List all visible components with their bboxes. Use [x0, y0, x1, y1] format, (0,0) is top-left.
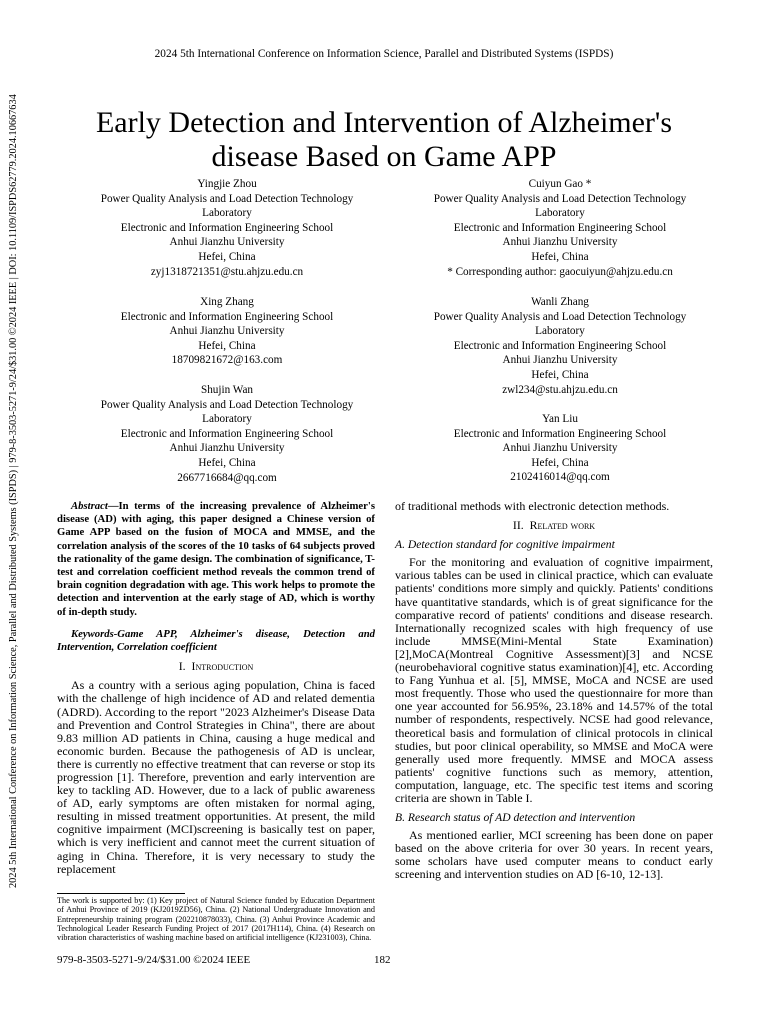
- author-name: Yan Liu: [542, 413, 578, 425]
- author-block-6: [390, 412, 730, 485]
- section-title: Introduction: [191, 659, 254, 674]
- copyright-line: 979-8-3503-5271-9/24/$31.00 ©2024 IEEE: [57, 954, 251, 966]
- abstract-text: —In terms of the increasing prevalence of Alzheimer's disease (AD) with aging, this paper designed a Chinese version of Game APP based on the fusion of MOCA and MMSE, and the correlation analysis of the scores of the 10 tasks of 64 subjects proved the rationality of the game design. The combination of significance, T-test and correlation coefficient method reveals the common trend of brain cognition degradation with age. This work helps to promote the detection and intervention at the early stage of AD, which is worthy of in-depth study.: [57, 500, 375, 618]
- subsection-heading-a: A. Detection standard for cognitive impairment: [395, 538, 615, 552]
- right-column: [395, 500, 713, 882]
- author-email: * Corresponding author: gaocuiyun@ahjzu.edu.cn: [447, 265, 673, 278]
- funding-footnote: The work is supported by: (1) Key project of Natural Science funded by Education Department of Anhui Province of 2019 (KJ2019ZD56), China. (2) National Undergraduate Innovation and Entrepreneurship training program (202210878033), China. (3) Anhui Province Academic and Technological Leader Research Funding Project of 2017 (2017H114), China. (4) Research on vibration characteristics of washing machine based on artificial intelligence (KJ231003), China.: [57, 896, 375, 943]
- author-university: Anhui Jianzhu University: [502, 236, 618, 249]
- author-city: Hefei, China: [531, 456, 589, 469]
- left-column: [57, 500, 375, 876]
- section-title: Related work: [529, 518, 596, 533]
- author-school: Electronic and Information Engineering School: [453, 427, 667, 440]
- abstract-label: Abstract: [71, 500, 108, 512]
- author-name: Cuiyun Gao *: [528, 178, 592, 190]
- author-city: Hefei, China: [531, 250, 589, 263]
- author-school: Electronic and Information Engineering School: [453, 339, 667, 352]
- conference-header: 2024 5th International Conference on Information Science, Parallel and Distributed Systems (ISPDS): [154, 48, 614, 60]
- author-university: Anhui Jianzhu University: [502, 442, 618, 455]
- author-affiliation: Laboratory: [202, 207, 252, 220]
- abstract: [57, 500, 375, 619]
- section-heading-related-work: [395, 519, 713, 532]
- author-name: Xing Zhang: [200, 296, 254, 308]
- author-university: Anhui Jianzhu University: [169, 442, 285, 455]
- author-affiliation: Laboratory: [535, 207, 585, 220]
- subsection-heading-b: B. Research status of AD detection and intervention: [395, 811, 636, 825]
- title-line-2: disease Based on Game APP: [211, 140, 557, 173]
- section-number: II.: [512, 518, 524, 533]
- author-affiliation: Laboratory: [202, 413, 252, 426]
- author-block-5: [58, 383, 396, 485]
- author-email: 2102416014@qq.com: [510, 471, 610, 484]
- side-citation-note: 2024 5th International Conference on Information Science, Parallel and Distributed Systems (ISPDS) | 979-8-3503-5271-9/24/$31.00 ©2024 IEEE | DOI: 10.1109/ISPDS62779.2024.10667634: [8, 94, 19, 888]
- keywords: Keywords-Game APP, Alzheimer's disease, Detection and Intervention, Correlation coefficient: [57, 627, 375, 654]
- author-name: Yingjie Zhou: [197, 178, 257, 190]
- author-city: Hefei, China: [198, 339, 256, 352]
- author-city: Hefei, China: [198, 456, 256, 469]
- author-affiliation: Power Quality Analysis and Load Detection Technology: [100, 398, 354, 411]
- author-block-3: [58, 295, 396, 368]
- author-block-1: [58, 177, 396, 279]
- author-university: Anhui Jianzhu University: [502, 354, 618, 367]
- author-affiliation: Laboratory: [535, 325, 585, 338]
- author-city: Hefei, China: [531, 368, 589, 381]
- author-school: Electronic and Information Engineering School: [120, 427, 334, 440]
- section-heading-introduction: [57, 660, 375, 673]
- introduction-paragraph: As a country with a serious aging population, China is faced with the challenge of high incidence of AD and related dementia (ADRD). According to the report "2023 Alzheimer's Disease Data and Prevention and Control Strategies in China", there are about 9.83 million AD patients in China, causing a huge medical and economic burden. Because the pathogenesis of AD is unclear, there is currently no effective treatment that can reverse or stop its progression [1]. Therefore, prevention and early intervention are key to tackling AD. However, due to a lack of public awareness of AD, early symptoms are often mistaken for normal aging, resulting in missed treatment opportunities. At present, the mild cognitive impairment (MCI)screening is basically test on paper, which is very inefficient and cannot meet the current situation of aging in China. Therefore, it is very necessary to study the replacement: [57, 678, 375, 876]
- subsection-b-paragraph: As mentioned earlier, MCI screening has been done on paper based on the above criteria for over 30 years. In recent years, some scholars have used computer means to conduct early screening and intervention studies on AD [6-10, 12-13].: [395, 828, 713, 882]
- title-line-1: Early Detection and Intervention of Alzheimer's: [95, 106, 673, 139]
- author-school: Electronic and Information Engineering School: [453, 221, 667, 234]
- author-affiliation: Power Quality Analysis and Load Detection Technology: [100, 192, 354, 205]
- author-email: zwl234@stu.ahjzu.edu.cn: [502, 383, 618, 396]
- author-affiliation: Power Quality Analysis and Load Detection Technology: [433, 310, 687, 323]
- section-number: I.: [178, 659, 186, 674]
- page-number: 182: [374, 954, 391, 966]
- author-city: Hefei, China: [198, 250, 256, 263]
- author-email: 2667716684@qq.com: [177, 471, 277, 484]
- author-university: Anhui Jianzhu University: [169, 325, 285, 338]
- author-name: Shujin Wan: [200, 384, 254, 396]
- author-email: 18709821672@163.com: [171, 354, 283, 367]
- author-block-2: [390, 177, 730, 279]
- footnote-divider: [57, 893, 185, 894]
- subsection-a-paragraph: For the monitoring and evaluation of cognitive impairment, various tables can be used in clinical practice, which can evaluate patients' conditions more simply and quickly. Patients' conditions have quantitative standards, which is of great significance for the comparative record of patients' conditions and disease research. Internationally recognized scales with high frequency of use include MMSE(Mini-Mental State Examination)[2],MoCA(Montreal Cognitive Assessment)[3] and NCSE (neurobehavioral cognitive status examination)[4], etc. According to Fang Yunhua et al. [5], MMSE, MoCA and NCSE are used most frequently. Those who used the questionnaire for more than one year accounted for 56.95%, 23.18% and 14.57% of the total number of respondents, respectively. NCSE had good relevance, theoretical basis and formulation of clinical protocols in clinical studies, but poor clinical operability, so MMSE and MoCA were generally used more frequently. MMSE and MOCA assess patients' cognitive functions such as memory, attention, computation, language, etc. The specific test items and scoring criteria are shown in Table I.: [395, 555, 713, 805]
- author-university: Anhui Jianzhu University: [169, 236, 285, 249]
- paper-title: [40, 106, 728, 174]
- author-name: Wanli Zhang: [531, 296, 589, 308]
- author-block-4: [390, 295, 730, 397]
- author-school: Electronic and Information Engineering School: [120, 221, 334, 234]
- author-email: zyj1318721351@stu.ahjzu.edu.cn: [150, 265, 304, 278]
- continuation-text: of traditional methods with electronic detection methods.: [395, 499, 670, 513]
- author-affiliation: Power Quality Analysis and Load Detection Technology: [433, 192, 687, 205]
- author-school: Electronic and Information Engineering School: [120, 310, 334, 323]
